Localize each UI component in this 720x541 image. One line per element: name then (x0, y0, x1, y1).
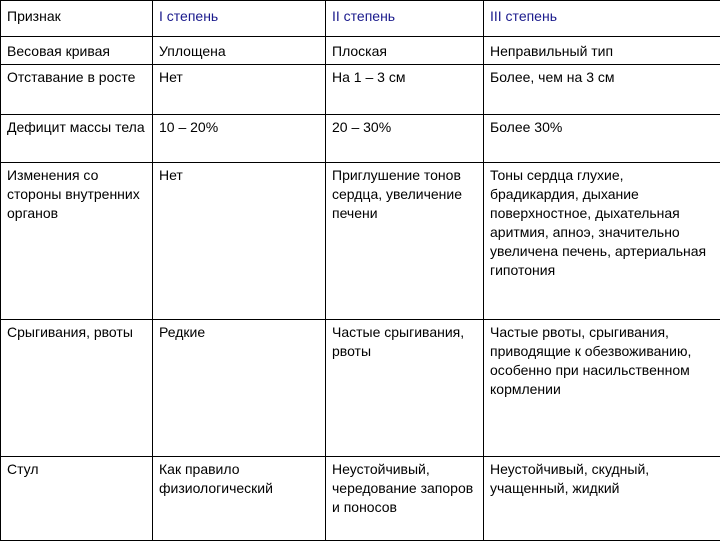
table-cell: Плоская (326, 37, 484, 65)
table-row (1, 163, 720, 320)
table-cell: 20 – 30% (326, 115, 484, 163)
table-cell: Неправильный тип (484, 37, 720, 65)
table-row (1, 457, 720, 541)
table-cell: Редкие (153, 320, 326, 457)
table-cell: Срыгивания, рвоты (1, 320, 153, 457)
table-cell: Тоны сердца глухие, брадикардия, дыхание поверхностное, дыхательная аритмия, апноэ, значительно увеличена печень, артериальная гипотония (484, 163, 720, 320)
header-sign: Признак (1, 1, 153, 37)
table-cell: Частые срыгивания, рвоты (326, 320, 484, 457)
table-cell: Нет (153, 65, 326, 115)
table-row (1, 37, 720, 65)
table-cell: Неустойчивый, чередование запоров и поносов (326, 457, 484, 541)
table-row (1, 320, 720, 457)
table-cell: Приглушение тонов сердца, увеличение печени (326, 163, 484, 320)
table-cell: Отставание в росте (1, 65, 153, 115)
table-cell: Изменения со стороны внутренних органов (1, 163, 153, 320)
header-degree-1: I степень (153, 1, 326, 37)
table-cell: Уплощена (153, 37, 326, 65)
table-cell: Более, чем на 3 см (484, 65, 720, 115)
table-cell: Дефицит массы тела (1, 115, 153, 163)
header-degree-3: III степень (484, 1, 720, 37)
table-cell: Весовая кривая (1, 37, 153, 65)
table-cell: Более 30% (484, 115, 720, 163)
header-degree-2: II степень (326, 1, 484, 37)
table-row (1, 115, 720, 163)
table-cell: Стул (1, 457, 153, 541)
table-cell: Неустойчивый, скудный, учащенный, жидкий (484, 457, 720, 541)
table-header-row (1, 1, 720, 37)
table-row (1, 65, 720, 115)
table-cell: На 1 – 3 см (326, 65, 484, 115)
table-cell: Нет (153, 163, 326, 320)
table-cell: Как правило физиологический (153, 457, 326, 541)
table-cell: 10 – 20% (153, 115, 326, 163)
table-cell: Частые рвоты, срыгивания, приводящие к обезвоживанию, особенно при насильственном кормлении (484, 320, 720, 457)
